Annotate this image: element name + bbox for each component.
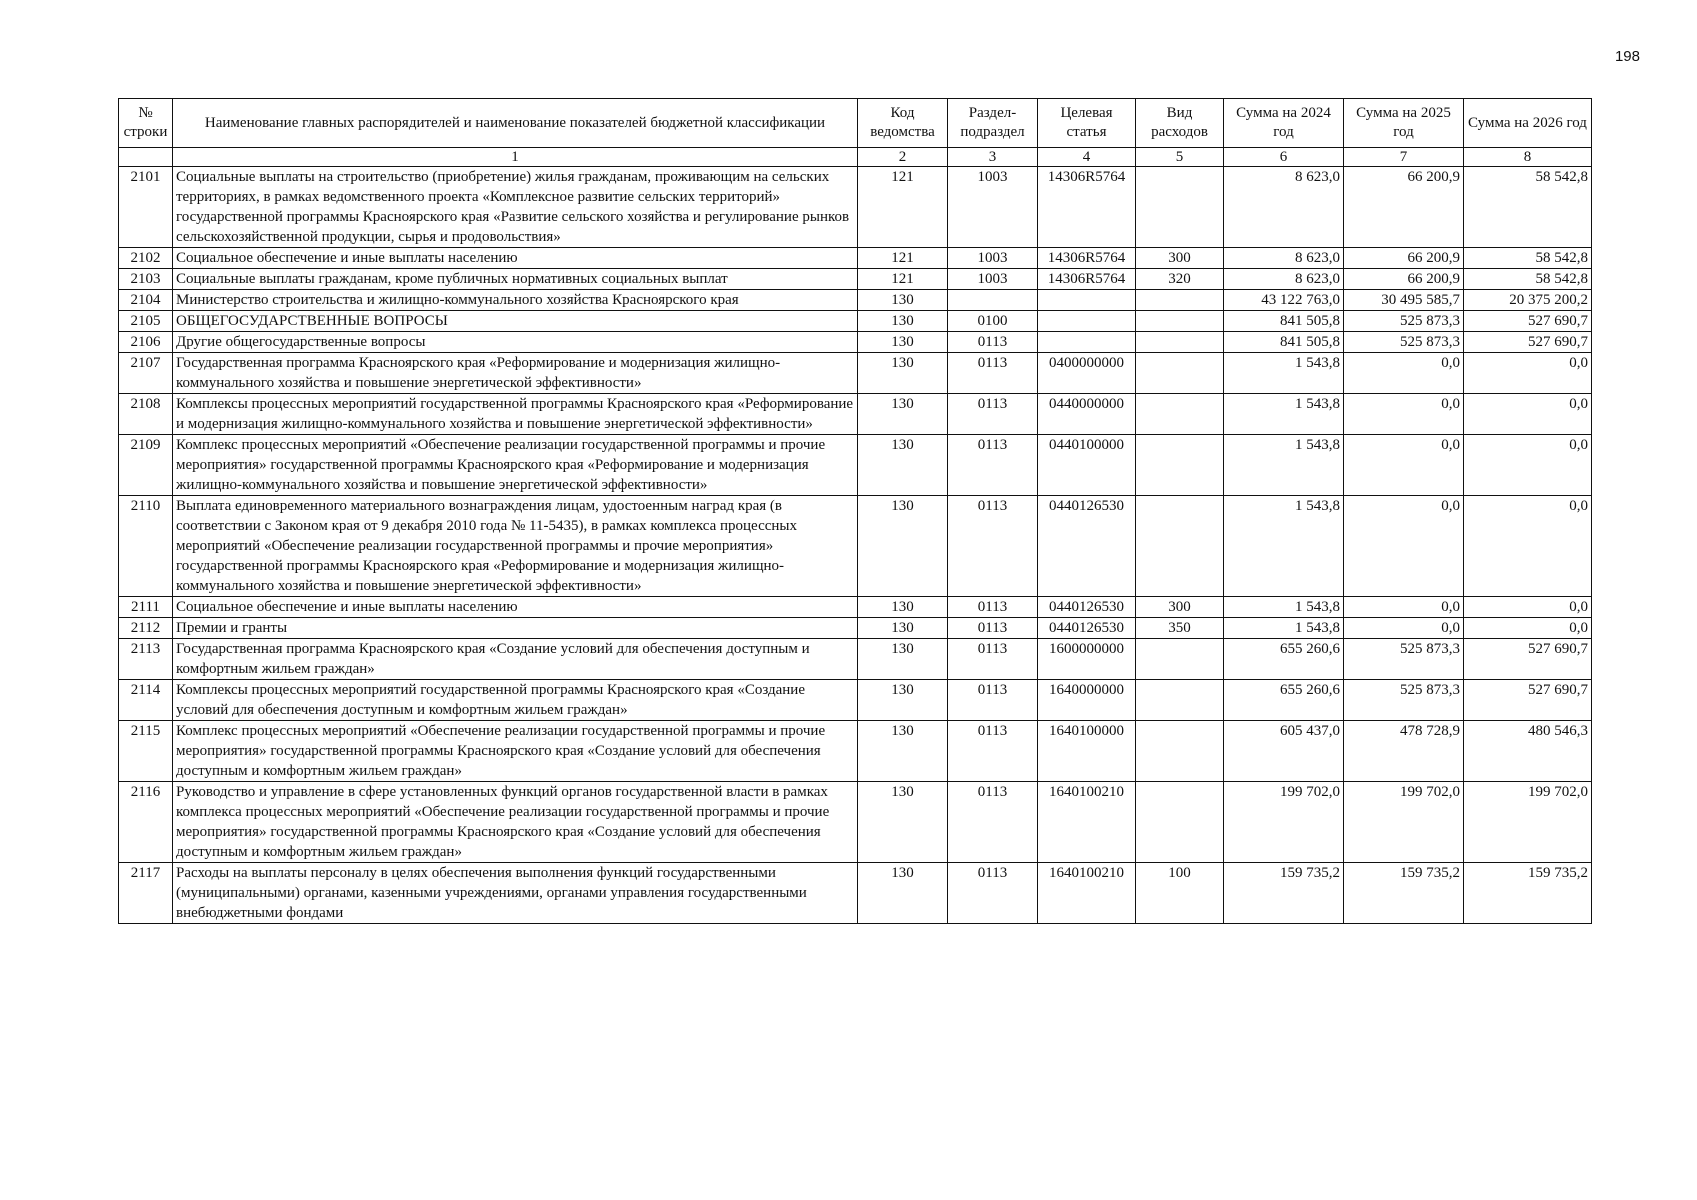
cell-name: Государственная программа Красноярского края «Реформирование и модернизация жилищно-коммунального хозяйства и повышение энергетической эффективности» [173, 353, 858, 394]
cell-dept: 130 [858, 353, 948, 394]
cell-expense-type: 300 [1136, 248, 1224, 269]
column-index-cell: 5 [1136, 148, 1224, 167]
cell-expense-type [1136, 496, 1224, 597]
cell-sum-2024: 1 543,8 [1224, 435, 1344, 496]
cell-row-no: 2106 [119, 332, 173, 353]
column-index-cell: 8 [1464, 148, 1592, 167]
cell-sum-2026: 527 690,7 [1464, 311, 1592, 332]
cell-target: 1600000000 [1038, 639, 1136, 680]
cell-name: Выплата единовременного материального вознаграждения лицам, удостоенным наград края (в соответствии с Законом края от 9 декабря 2010 года № 11-5435), в рамках комплекса процессных мероприятий «Обеспечение реализации государственной программы и прочие мероприятия» государственной программы Красноярского края «Реформирование и модернизация жилищно-коммунального хозяйства и повышение энергетической эффективности» [173, 496, 858, 597]
cell-name: Премии и гранты [173, 618, 858, 639]
cell-row-no: 2108 [119, 394, 173, 435]
cell-dept: 130 [858, 496, 948, 597]
cell-target: 0440126530 [1038, 597, 1136, 618]
cell-row-no: 2104 [119, 290, 173, 311]
cell-target [1038, 290, 1136, 311]
cell-sum-2024: 1 543,8 [1224, 496, 1344, 597]
cell-sum-2025: 0,0 [1344, 394, 1464, 435]
cell-expense-type [1136, 167, 1224, 248]
cell-target: 1640100210 [1038, 782, 1136, 863]
cell-sum-2025: 0,0 [1344, 618, 1464, 639]
cell-name: ОБЩЕГОСУДАРСТВЕННЫЕ ВОПРОСЫ [173, 311, 858, 332]
table-row [119, 496, 1592, 597]
header-expense-type: Вид расходов [1136, 99, 1224, 148]
cell-expense-type [1136, 290, 1224, 311]
cell-sum-2025: 0,0 [1344, 496, 1464, 597]
cell-section: 0113 [948, 435, 1038, 496]
column-index-cell: 4 [1038, 148, 1136, 167]
column-index-cell: 1 [173, 148, 858, 167]
table-row [119, 311, 1592, 332]
cell-dept: 130 [858, 782, 948, 863]
table-row [119, 290, 1592, 311]
column-index-cell: 7 [1344, 148, 1464, 167]
cell-sum-2024: 1 543,8 [1224, 353, 1344, 394]
cell-sum-2024: 1 543,8 [1224, 618, 1344, 639]
cell-sum-2026: 0,0 [1464, 353, 1592, 394]
cell-dept: 121 [858, 167, 948, 248]
cell-sum-2024: 1 543,8 [1224, 394, 1344, 435]
cell-row-no: 2116 [119, 782, 173, 863]
cell-expense-type [1136, 353, 1224, 394]
table-row [119, 639, 1592, 680]
cell-name: Комплекс процессных мероприятий «Обеспечение реализации государственной программы и прочие мероприятия» государственной программы Красноярского края «Реформирование и модернизация жилищно-коммунального хозяйства и повышение энергетической эффективности» [173, 435, 858, 496]
cell-section: 0113 [948, 597, 1038, 618]
header-dept: Код ведомства [858, 99, 948, 148]
cell-expense-type [1136, 782, 1224, 863]
cell-sum-2026: 20 375 200,2 [1464, 290, 1592, 311]
table-row [119, 269, 1592, 290]
cell-sum-2024: 8 623,0 [1224, 167, 1344, 248]
cell-sum-2026: 0,0 [1464, 496, 1592, 597]
header-section: Раздел-подраздел [948, 99, 1038, 148]
cell-sum-2025: 66 200,9 [1344, 269, 1464, 290]
cell-sum-2024: 43 122 763,0 [1224, 290, 1344, 311]
cell-name: Комплексы процессных мероприятий государственной программы Красноярского края «Создание условий для обеспечения доступным и комфортным жильем граждан» [173, 680, 858, 721]
cell-dept: 130 [858, 332, 948, 353]
budget-table [118, 98, 1592, 924]
cell-sum-2025: 0,0 [1344, 353, 1464, 394]
cell-sum-2025: 525 873,3 [1344, 332, 1464, 353]
cell-sum-2025: 159 735,2 [1344, 863, 1464, 924]
cell-sum-2025: 199 702,0 [1344, 782, 1464, 863]
cell-dept: 130 [858, 311, 948, 332]
header-sum-2025: Сумма на 2025 год [1344, 99, 1464, 148]
cell-sum-2025: 66 200,9 [1344, 167, 1464, 248]
cell-sum-2024: 8 623,0 [1224, 269, 1344, 290]
cell-expense-type: 320 [1136, 269, 1224, 290]
cell-expense-type [1136, 332, 1224, 353]
cell-row-no: 2105 [119, 311, 173, 332]
cell-sum-2025: 525 873,3 [1344, 311, 1464, 332]
cell-sum-2026: 0,0 [1464, 435, 1592, 496]
table-row [119, 597, 1592, 618]
cell-sum-2024: 655 260,6 [1224, 639, 1344, 680]
cell-sum-2025: 0,0 [1344, 597, 1464, 618]
cell-row-no: 2110 [119, 496, 173, 597]
cell-dept: 130 [858, 680, 948, 721]
cell-section: 0113 [948, 863, 1038, 924]
cell-row-no: 2101 [119, 167, 173, 248]
cell-sum-2024: 8 623,0 [1224, 248, 1344, 269]
cell-sum-2024: 655 260,6 [1224, 680, 1344, 721]
table-row [119, 435, 1592, 496]
cell-row-no: 2107 [119, 353, 173, 394]
cell-sum-2024: 841 505,8 [1224, 311, 1344, 332]
cell-target: 0440126530 [1038, 496, 1136, 597]
cell-sum-2025: 0,0 [1344, 435, 1464, 496]
cell-target: 1640000000 [1038, 680, 1136, 721]
table-row [119, 618, 1592, 639]
cell-section: 0113 [948, 639, 1038, 680]
cell-sum-2024: 841 505,8 [1224, 332, 1344, 353]
cell-section: 0113 [948, 680, 1038, 721]
header-sum-2024: Сумма на 2024 год [1224, 99, 1344, 148]
cell-name: Социальные выплаты на строительство (приобретение) жилья гражданам, проживающим на сельских территориях, в рамках ведомственного проекта «Комплексное развитие сельских территорий» государственной программы Красноярского края «Развитие сельского хозяйства и регулирование рынков сельскохозяйственной продукции, сырья и продовольствия» [173, 167, 858, 248]
cell-sum-2025: 478 728,9 [1344, 721, 1464, 782]
cell-sum-2026: 58 542,8 [1464, 269, 1592, 290]
cell-name: Социальные выплаты гражданам, кроме публичных нормативных социальных выплат [173, 269, 858, 290]
table-row [119, 782, 1592, 863]
cell-sum-2026: 527 690,7 [1464, 332, 1592, 353]
cell-name: Комплекс процессных мероприятий «Обеспечение реализации государственной программы и прочие мероприятия» государственной программы Красноярского края «Создание условий для обеспечения доступным и комфортным жильем граждан» [173, 721, 858, 782]
cell-sum-2026: 199 702,0 [1464, 782, 1592, 863]
cell-target: 14306R5764 [1038, 167, 1136, 248]
column-index-blank [119, 148, 173, 167]
cell-section: 1003 [948, 248, 1038, 269]
cell-dept: 130 [858, 394, 948, 435]
cell-row-no: 2113 [119, 639, 173, 680]
cell-section: 0113 [948, 394, 1038, 435]
cell-sum-2024: 199 702,0 [1224, 782, 1344, 863]
column-index-cell: 6 [1224, 148, 1344, 167]
cell-section: 0100 [948, 311, 1038, 332]
cell-sum-2024: 1 543,8 [1224, 597, 1344, 618]
cell-expense-type [1136, 721, 1224, 782]
table-body [119, 167, 1592, 924]
cell-name: Министерство строительства и жилищно-коммунального хозяйства Красноярского края [173, 290, 858, 311]
cell-sum-2026: 527 690,7 [1464, 680, 1592, 721]
cell-sum-2024: 605 437,0 [1224, 721, 1344, 782]
cell-sum-2026: 58 542,8 [1464, 167, 1592, 248]
cell-section: 0113 [948, 782, 1038, 863]
table-row [119, 394, 1592, 435]
cell-target: 14306R5764 [1038, 248, 1136, 269]
cell-sum-2026: 480 546,3 [1464, 721, 1592, 782]
cell-target: 0440000000 [1038, 394, 1136, 435]
cell-section: 0113 [948, 332, 1038, 353]
table-row [119, 248, 1592, 269]
cell-sum-2026: 0,0 [1464, 597, 1592, 618]
header-target: Целевая статья [1038, 99, 1136, 148]
cell-dept: 130 [858, 639, 948, 680]
cell-name: Руководство и управление в сфере установленных функций органов государственной власти в рамках комплекса процессных мероприятий «Обеспечение реализации государственной программы и прочие мероприятия» государственной программы Красноярского края «Создание условий для обеспечения доступным и комфортным жильем граждан» [173, 782, 858, 863]
cell-sum-2026: 527 690,7 [1464, 639, 1592, 680]
cell-target: 0440100000 [1038, 435, 1136, 496]
cell-target: 1640100210 [1038, 863, 1136, 924]
cell-sum-2026: 0,0 [1464, 394, 1592, 435]
cell-sum-2026: 159 735,2 [1464, 863, 1592, 924]
column-index-cell: 2 [858, 148, 948, 167]
cell-target: 14306R5764 [1038, 269, 1136, 290]
cell-expense-type: 100 [1136, 863, 1224, 924]
header-sum-2026: Сумма на 2026 год [1464, 99, 1592, 148]
cell-target [1038, 311, 1136, 332]
cell-sum-2026: 58 542,8 [1464, 248, 1592, 269]
cell-row-no: 2115 [119, 721, 173, 782]
cell-section [948, 290, 1038, 311]
header-row [119, 99, 1592, 148]
cell-expense-type [1136, 435, 1224, 496]
table-row [119, 167, 1592, 248]
cell-sum-2026: 0,0 [1464, 618, 1592, 639]
cell-dept: 130 [858, 597, 948, 618]
cell-expense-type [1136, 311, 1224, 332]
cell-expense-type [1136, 394, 1224, 435]
cell-row-no: 2117 [119, 863, 173, 924]
cell-target: 0400000000 [1038, 353, 1136, 394]
cell-sum-2025: 66 200,9 [1344, 248, 1464, 269]
header-name: Наименование главных распорядителей и наименование показателей бюджетной классификации [173, 99, 858, 148]
cell-name: Расходы на выплаты персоналу в целях обеспечения выполнения функций государственными (муниципальными) органами, казенными учреждениями, органами управления государственными внебюджетными фондами [173, 863, 858, 924]
cell-expense-type [1136, 680, 1224, 721]
cell-dept: 130 [858, 721, 948, 782]
cell-section: 1003 [948, 167, 1038, 248]
cell-name: Государственная программа Красноярского края «Создание условий для обеспечения доступным и комфортным жильем граждан» [173, 639, 858, 680]
cell-sum-2024: 159 735,2 [1224, 863, 1344, 924]
cell-dept: 130 [858, 435, 948, 496]
cell-expense-type: 350 [1136, 618, 1224, 639]
cell-name: Социальное обеспечение и иные выплаты населению [173, 597, 858, 618]
cell-row-no: 2112 [119, 618, 173, 639]
cell-section: 0113 [948, 721, 1038, 782]
table-row [119, 332, 1592, 353]
header-row-no: № строки [119, 99, 173, 148]
table-row [119, 863, 1592, 924]
cell-expense-type [1136, 639, 1224, 680]
cell-section: 1003 [948, 269, 1038, 290]
column-index-cell: 3 [948, 148, 1038, 167]
cell-sum-2025: 30 495 585,7 [1344, 290, 1464, 311]
cell-name: Другие общегосударственные вопросы [173, 332, 858, 353]
cell-row-no: 2114 [119, 680, 173, 721]
cell-target: 1640100000 [1038, 721, 1136, 782]
column-index-row [119, 148, 1592, 167]
cell-dept: 130 [858, 863, 948, 924]
cell-sum-2025: 525 873,3 [1344, 639, 1464, 680]
cell-sum-2025: 525 873,3 [1344, 680, 1464, 721]
cell-target: 0440126530 [1038, 618, 1136, 639]
table-row [119, 353, 1592, 394]
cell-dept: 121 [858, 248, 948, 269]
table-row [119, 721, 1592, 782]
cell-name: Социальное обеспечение и иные выплаты населению [173, 248, 858, 269]
cell-name: Комплексы процессных мероприятий государственной программы Красноярского края «Реформирование и модернизация жилищно-коммунального хозяйства и повышение энергетической эффективности» [173, 394, 858, 435]
cell-row-no: 2103 [119, 269, 173, 290]
table-row [119, 680, 1592, 721]
cell-dept: 130 [858, 290, 948, 311]
cell-section: 0113 [948, 353, 1038, 394]
cell-expense-type: 300 [1136, 597, 1224, 618]
cell-row-no: 2102 [119, 248, 173, 269]
cell-row-no: 2109 [119, 435, 173, 496]
cell-dept: 121 [858, 269, 948, 290]
cell-section: 0113 [948, 618, 1038, 639]
cell-section: 0113 [948, 496, 1038, 597]
cell-target [1038, 332, 1136, 353]
cell-row-no: 2111 [119, 597, 173, 618]
page-number: 198 [1614, 48, 1640, 65]
cell-dept: 130 [858, 618, 948, 639]
